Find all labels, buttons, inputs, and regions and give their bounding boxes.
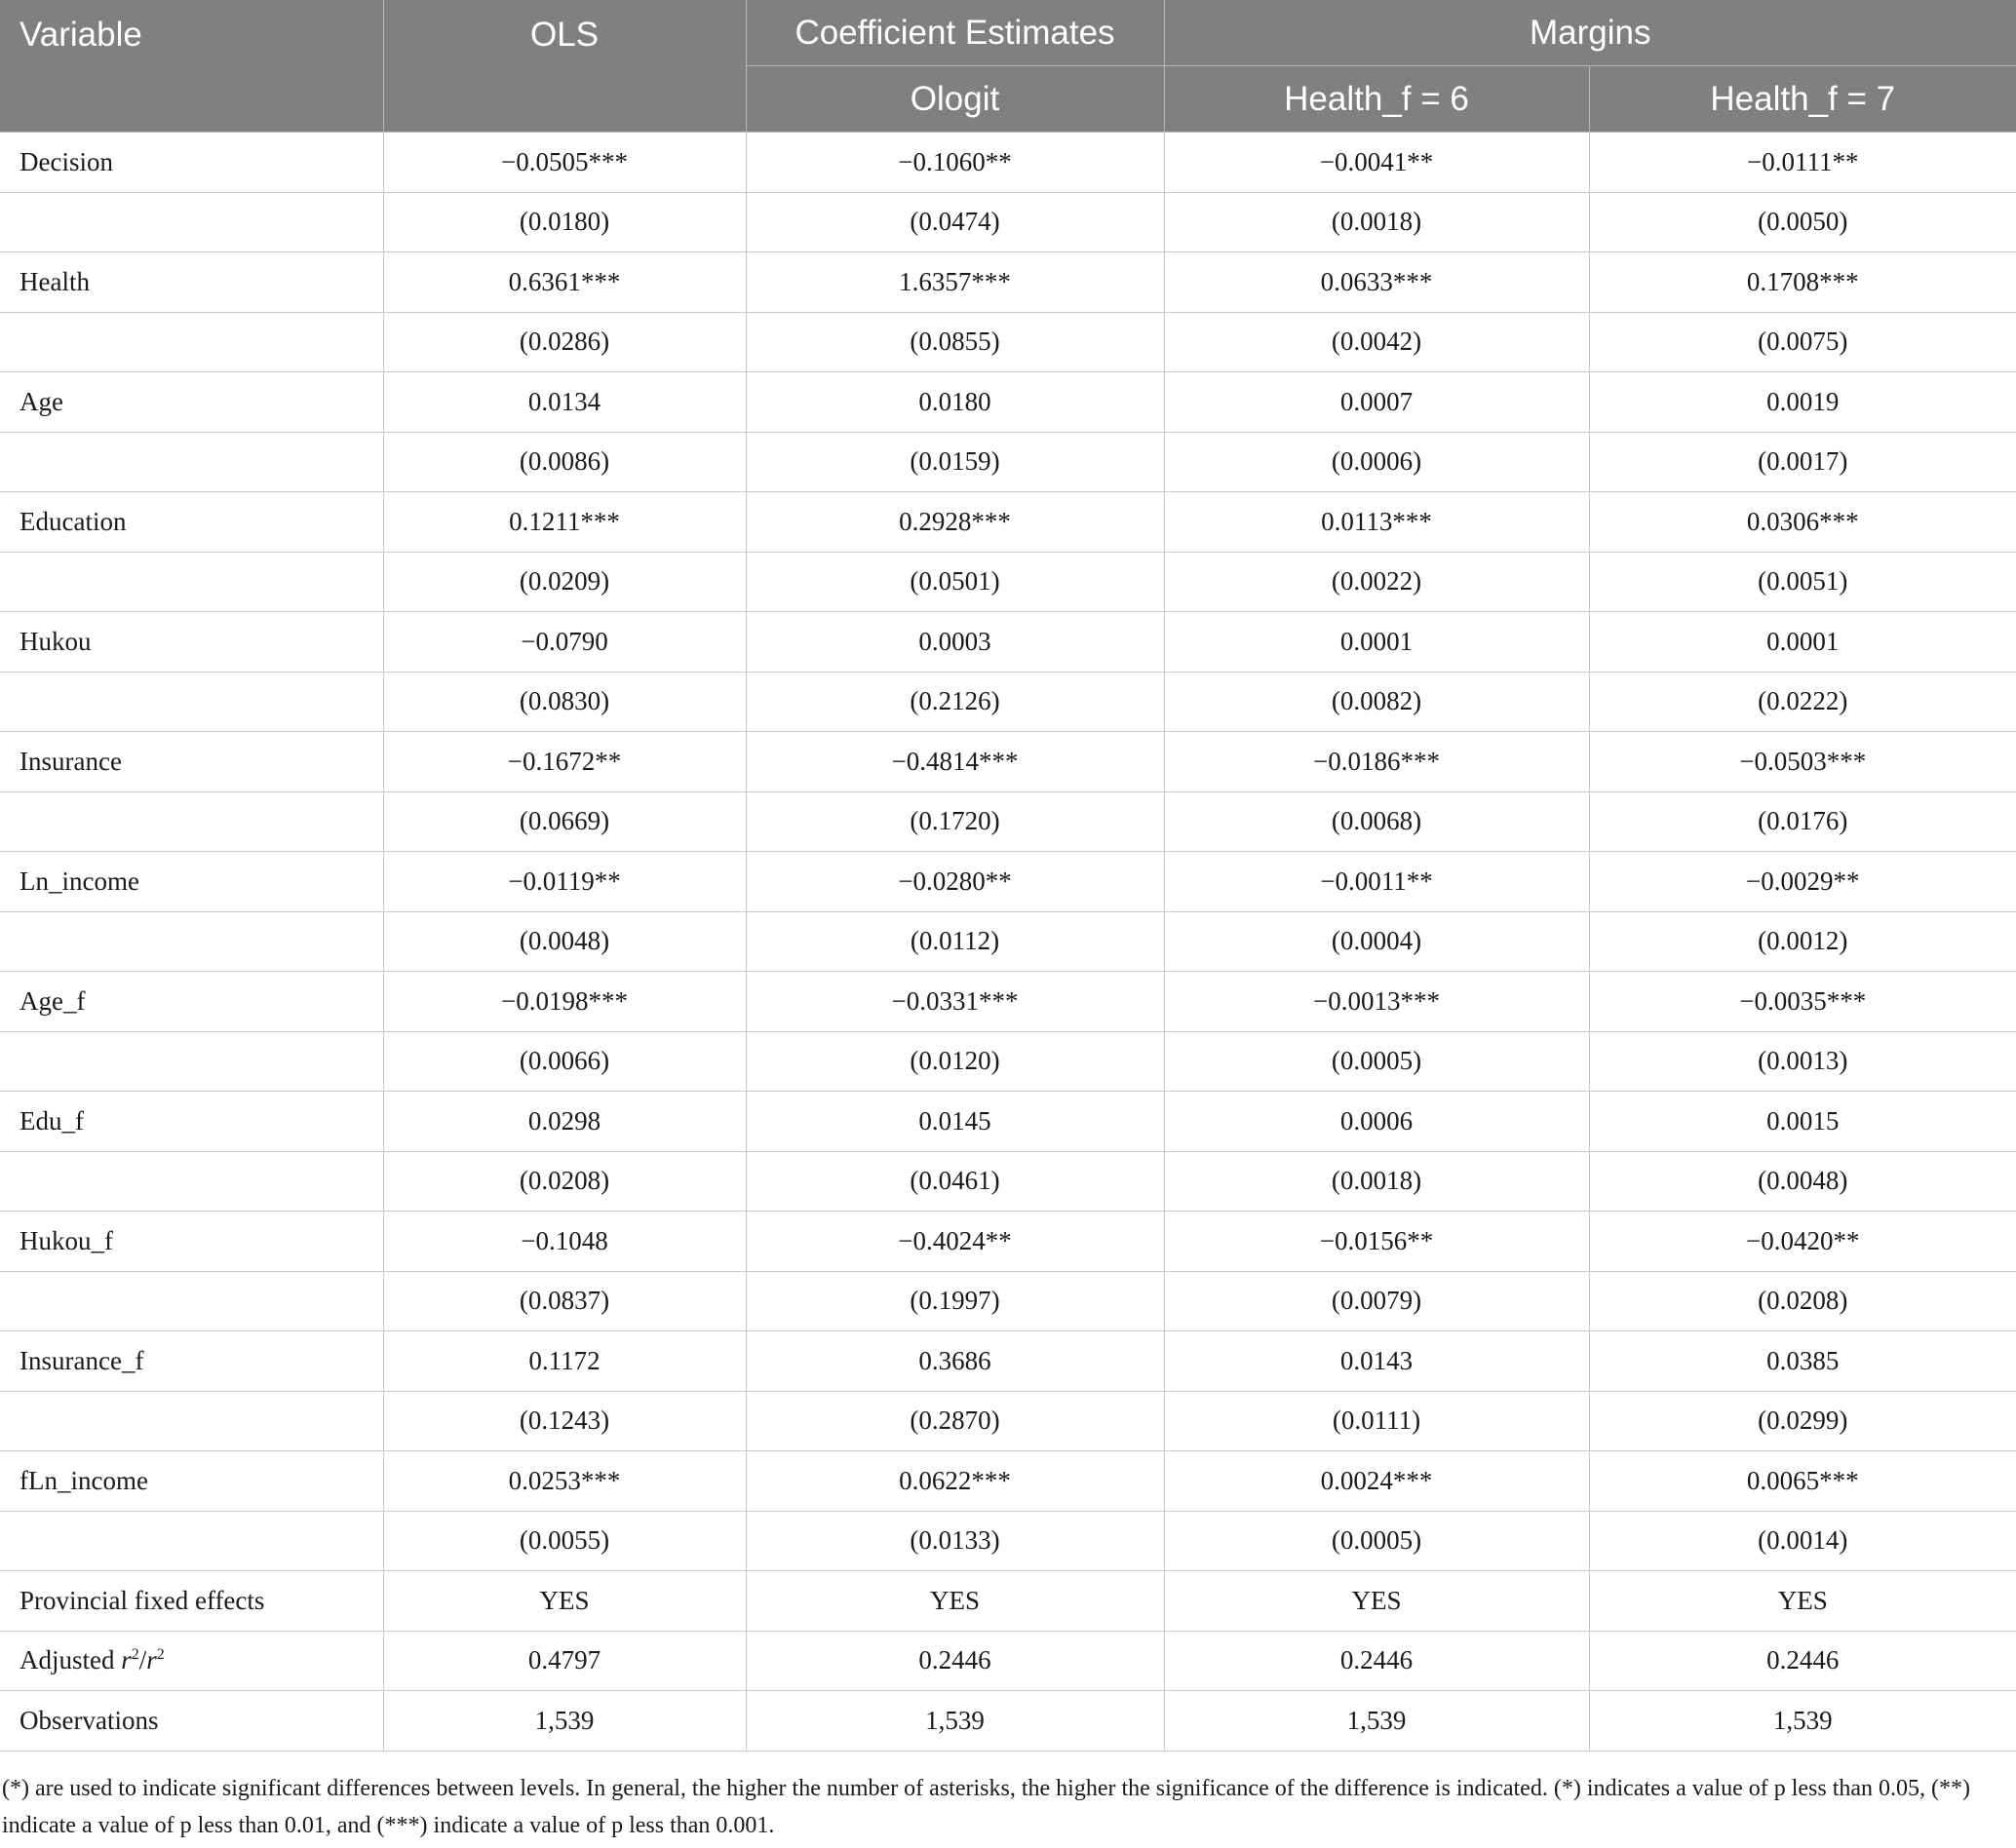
- cell-ols: (0.0837): [383, 1271, 746, 1331]
- adjusted-prefix: Adjusted: [19, 1645, 122, 1675]
- cell-margin-f6: −0.0156**: [1164, 1212, 1589, 1272]
- cell-ologit: 1,539: [746, 1691, 1164, 1752]
- row-label: [0, 1271, 383, 1331]
- table-row: [0, 312, 2016, 372]
- cell-ologit: (0.0501): [746, 552, 1164, 612]
- cell-ols: (0.0086): [383, 432, 746, 492]
- cell-ologit: 0.0145: [746, 1092, 1164, 1152]
- cell-margin-f6: (0.0068): [1164, 791, 1589, 852]
- cell-ologit: (0.2126): [746, 672, 1164, 732]
- cell-ols: 0.4797: [383, 1631, 746, 1691]
- cell-ols: 0.1172: [383, 1331, 746, 1392]
- cell-margin-f6: −0.0041**: [1164, 133, 1589, 193]
- cell-margin-f6: −0.0186***: [1164, 732, 1589, 792]
- adjusted-sup: 2: [131, 1646, 139, 1664]
- cell-ols: (0.0830): [383, 672, 746, 732]
- header-ols: OLS: [383, 0, 746, 133]
- cell-margin-f7: (0.0050): [1589, 192, 2016, 252]
- cell-ologit: (0.0133): [746, 1511, 1164, 1571]
- row-label: Provincial fixed effects: [0, 1571, 383, 1632]
- cell-ols: −0.1048: [383, 1212, 746, 1272]
- cell-ologit: (0.1720): [746, 791, 1164, 852]
- cell-margin-f7: 0.0015: [1589, 1092, 2016, 1152]
- cell-ologit: (0.1997): [746, 1271, 1164, 1331]
- row-label-adjusted-r2: [0, 1631, 383, 1691]
- cell-ols: (0.0669): [383, 791, 746, 852]
- cell-margin-f7: 0.0306***: [1589, 492, 2016, 553]
- adjusted-r-italic: r: [121, 1645, 132, 1675]
- cell-margin-f7: 0.0001: [1589, 612, 2016, 673]
- cell-ols: −0.1672**: [383, 732, 746, 792]
- cell-ologit: (0.0112): [746, 911, 1164, 972]
- table-row: [0, 1511, 2016, 1571]
- cell-margin-f7: (0.0075): [1589, 312, 2016, 372]
- row-label: Insurance_f: [0, 1331, 383, 1392]
- table-row: [0, 911, 2016, 972]
- row-label: [0, 791, 383, 852]
- cell-margin-f6: (0.0006): [1164, 432, 1589, 492]
- row-label: Hukou_f: [0, 1212, 383, 1272]
- table-row: [0, 852, 2016, 912]
- row-label: Edu_f: [0, 1092, 383, 1152]
- adjusted-sup-2: 2: [156, 1646, 165, 1664]
- header-row-top: [0, 0, 2016, 66]
- cell-margin-f7: (0.0222): [1589, 672, 2016, 732]
- cell-ologit: −0.0331***: [746, 972, 1164, 1032]
- table-row: [0, 1031, 2016, 1092]
- row-label: Health: [0, 252, 383, 313]
- cell-ols: −0.0198***: [383, 972, 746, 1032]
- cell-margin-f7: (0.0051): [1589, 552, 2016, 612]
- cell-margin-f6: (0.0005): [1164, 1031, 1589, 1092]
- cell-ols: 0.0298: [383, 1092, 746, 1152]
- row-label: Age: [0, 372, 383, 433]
- adjusted-slash: /: [138, 1645, 147, 1675]
- row-label: Decision: [0, 133, 383, 193]
- header-variable: Variable: [0, 0, 383, 133]
- cell-margin-f6: (0.0079): [1164, 1271, 1589, 1331]
- cell-ologit: −0.4814***: [746, 732, 1164, 792]
- table-row: [0, 1151, 2016, 1212]
- row-label: [0, 1151, 383, 1212]
- cell-ologit: −0.4024**: [746, 1212, 1164, 1272]
- cell-margin-f7: −0.0111**: [1589, 133, 2016, 193]
- table-body: [0, 133, 2016, 1752]
- table-row: [0, 432, 2016, 492]
- row-label: [0, 552, 383, 612]
- cell-ologit: 0.0003: [746, 612, 1164, 673]
- row-label-observations: Observations: [0, 1691, 383, 1752]
- table-row: [0, 612, 2016, 673]
- table-row: [0, 252, 2016, 313]
- table-row: [0, 372, 2016, 433]
- cell-margin-f7: 0.0385: [1589, 1331, 2016, 1392]
- cell-ologit: 1.6357***: [746, 252, 1164, 313]
- row-label: Hukou: [0, 612, 383, 673]
- cell-ologit: YES: [746, 1571, 1164, 1632]
- cell-margin-f6: (0.0018): [1164, 192, 1589, 252]
- cell-margin-f6: 0.0633***: [1164, 252, 1589, 313]
- cell-ols: (0.0048): [383, 911, 746, 972]
- cell-margin-f7: (0.0014): [1589, 1511, 2016, 1571]
- cell-margin-f6: (0.0018): [1164, 1151, 1589, 1212]
- table-row: [0, 192, 2016, 252]
- cell-ologit: −0.0280**: [746, 852, 1164, 912]
- cell-ols: −0.0119**: [383, 852, 746, 912]
- cell-margin-f7: −0.0029**: [1589, 852, 2016, 912]
- table-row: [0, 672, 2016, 732]
- table-row: [0, 732, 2016, 792]
- header-health-f6: Health_f = 6: [1164, 66, 1589, 133]
- table-row: [0, 1331, 2016, 1392]
- row-label: [0, 192, 383, 252]
- header-health-f7: Health_f = 7: [1589, 66, 2016, 133]
- cell-margin-f7: 0.0019: [1589, 372, 2016, 433]
- cell-ologit: (0.0461): [746, 1151, 1164, 1212]
- header-ologit: Ologit: [746, 66, 1164, 133]
- cell-margin-f6: 0.0001: [1164, 612, 1589, 673]
- cell-ols: 0.0253***: [383, 1451, 746, 1512]
- table-row: [0, 972, 2016, 1032]
- cell-ologit: (0.0855): [746, 312, 1164, 372]
- row-label: [0, 432, 383, 492]
- table-row: [0, 1092, 2016, 1152]
- cell-margin-f6: 0.0143: [1164, 1331, 1589, 1392]
- cell-ologit: (0.0474): [746, 192, 1164, 252]
- cell-margin-f7: 1,539: [1589, 1691, 2016, 1752]
- row-label: Insurance: [0, 732, 383, 792]
- cell-ols: (0.0286): [383, 312, 746, 372]
- table-row: [0, 1451, 2016, 1512]
- cell-ols: (0.0066): [383, 1031, 746, 1092]
- table-row-observations: [0, 1691, 2016, 1752]
- cell-ols: 1,539: [383, 1691, 746, 1752]
- cell-margin-f7: (0.0012): [1589, 911, 2016, 972]
- cell-margin-f7: YES: [1589, 1571, 2016, 1632]
- cell-margin-f6: 1,539: [1164, 1691, 1589, 1752]
- cell-margin-f6: (0.0111): [1164, 1391, 1589, 1451]
- cell-margin-f7: (0.0208): [1589, 1271, 2016, 1331]
- cell-ols: (0.1243): [383, 1391, 746, 1451]
- cell-margin-f6: 0.0006: [1164, 1092, 1589, 1152]
- cell-margin-f7: (0.0299): [1589, 1391, 2016, 1451]
- cell-ologit: (0.2870): [746, 1391, 1164, 1451]
- cell-margin-f6: (0.0082): [1164, 672, 1589, 732]
- table-row: [0, 133, 2016, 193]
- row-label: [0, 1031, 383, 1092]
- row-label: [0, 1391, 383, 1451]
- table-header: [0, 0, 2016, 133]
- cell-ologit: 0.2446: [746, 1631, 1164, 1691]
- cell-margin-f7: −0.0503***: [1589, 732, 2016, 792]
- table-row-adjusted-r2: [0, 1631, 2016, 1691]
- cell-ols: −0.0505***: [383, 133, 746, 193]
- header-margins: Margins: [1164, 0, 2016, 66]
- cell-ologit: 0.3686: [746, 1331, 1164, 1392]
- cell-margin-f6: 0.0007: [1164, 372, 1589, 433]
- row-label: [0, 672, 383, 732]
- table-row: [0, 552, 2016, 612]
- cell-margin-f6: (0.0005): [1164, 1511, 1589, 1571]
- cell-margin-f7: 0.2446: [1589, 1631, 2016, 1691]
- cell-margin-f7: (0.0013): [1589, 1031, 2016, 1092]
- row-label: Ln_income: [0, 852, 383, 912]
- cell-ols: 0.6361***: [383, 252, 746, 313]
- cell-margin-f6: −0.0011**: [1164, 852, 1589, 912]
- cell-ols: 0.1211***: [383, 492, 746, 553]
- cell-ols: YES: [383, 1571, 746, 1632]
- cell-margin-f6: −0.0013***: [1164, 972, 1589, 1032]
- cell-margin-f6: (0.0004): [1164, 911, 1589, 972]
- cell-ologit: 0.0622***: [746, 1451, 1164, 1512]
- cell-margin-f6: 0.0113***: [1164, 492, 1589, 553]
- cell-margin-f6: (0.0042): [1164, 312, 1589, 372]
- cell-margin-f7: −0.0035***: [1589, 972, 2016, 1032]
- table-footnote: (*) are used to indicate significant differences between levels. In general, the higher the number of asterisks, the higher the significance of the difference is indicated. (*) indicates a value of p less than 0.05, (**) indicate a value of p less than 0.01, and (***) indicate a value of p less than 0.001.: [2, 1776, 1971, 1838]
- cell-margin-f7: 0.0065***: [1589, 1451, 2016, 1512]
- cell-ologit: −0.1060**: [746, 133, 1164, 193]
- cell-ols: 0.0134: [383, 372, 746, 433]
- table-row: [0, 1271, 2016, 1331]
- cell-margin-f7: 0.1708***: [1589, 252, 2016, 313]
- cell-ologit: (0.0159): [746, 432, 1164, 492]
- cell-ologit: 0.0180: [746, 372, 1164, 433]
- row-label: Age_f: [0, 972, 383, 1032]
- cell-ologit: 0.2928***: [746, 492, 1164, 553]
- row-label: Education: [0, 492, 383, 553]
- table-row: [0, 1571, 2016, 1632]
- adjusted-r-italic-2: r: [146, 1645, 157, 1675]
- cell-ologit: (0.0120): [746, 1031, 1164, 1092]
- cell-margin-f7: (0.0048): [1589, 1151, 2016, 1212]
- cell-margin-f6: 0.0024***: [1164, 1451, 1589, 1512]
- row-label: [0, 1511, 383, 1571]
- cell-margin-f7: (0.0176): [1589, 791, 2016, 852]
- row-label: [0, 911, 383, 972]
- table-row: [0, 791, 2016, 852]
- cell-ols: (0.0209): [383, 552, 746, 612]
- cell-margin-f6: YES: [1164, 1571, 1589, 1632]
- cell-ols: −0.0790: [383, 612, 746, 673]
- cell-margin-f7: −0.0420**: [1589, 1212, 2016, 1272]
- header-coefficient-estimates: Coefficient Estimates: [746, 0, 1164, 66]
- cell-ols: (0.0055): [383, 1511, 746, 1571]
- row-label: fLn_income: [0, 1451, 383, 1512]
- table-row: [0, 1212, 2016, 1272]
- cell-ols: (0.0208): [383, 1151, 746, 1212]
- cell-margin-f6: 0.2446: [1164, 1631, 1589, 1691]
- cell-margin-f7: (0.0017): [1589, 432, 2016, 492]
- table-row: [0, 492, 2016, 553]
- table-row: [0, 1391, 2016, 1451]
- cell-margin-f6: (0.0022): [1164, 552, 1589, 612]
- row-label: [0, 312, 383, 372]
- cell-ols: (0.0180): [383, 192, 746, 252]
